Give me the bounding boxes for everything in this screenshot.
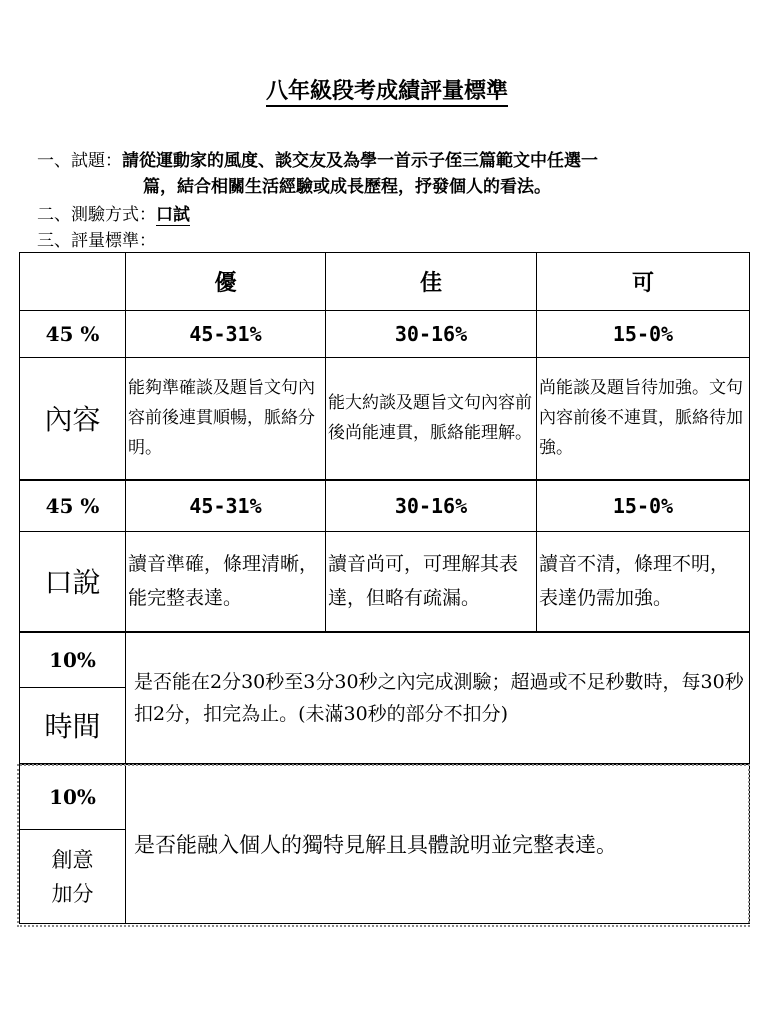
- section-1-text-line-2: 篇，結合相關生活經驗或成長歷程，抒發個人的看法。: [143, 177, 551, 197]
- header-row: [20, 253, 750, 311]
- content-range-good: 30-16%: [326, 311, 537, 358]
- speaking-percent: 45 %: [20, 480, 126, 532]
- time-percent: 10%: [20, 632, 126, 688]
- content-range-fair: 15-0%: [537, 311, 750, 358]
- speaking-range-fair: 15-0%: [537, 480, 750, 532]
- content-category: 內容: [20, 358, 126, 480]
- content-range-excellent: 45-31%: [126, 311, 326, 358]
- speaking-desc-good: 讀音尚可，可理解其表達，但略有疏漏。: [326, 532, 537, 632]
- content-desc-row: [20, 358, 750, 480]
- section-2-value: 口試: [156, 205, 190, 225]
- speaking-category: 口說: [20, 532, 126, 632]
- header-excellent: 優: [126, 253, 326, 311]
- creativity-percent: 10%: [20, 764, 126, 830]
- content-percent-row: [20, 311, 750, 358]
- section-1-line-1: [37, 146, 598, 171]
- time-percent-row: [20, 632, 750, 688]
- section-1-label: 一、試題：: [37, 151, 122, 171]
- content-desc-good: 能大約談及題旨文句內容前後尚能連貫，脈絡能理解。: [326, 358, 537, 480]
- speaking-desc-fair: 讀音不清，條理不明，表達仍需加強。: [537, 532, 750, 632]
- header-fair: 可: [537, 253, 750, 311]
- speaking-range-excellent: 45-31%: [126, 480, 326, 532]
- content-percent: 45 %: [20, 311, 126, 358]
- header-empty-cell: [20, 253, 126, 311]
- creativity-category-line-2: 加分: [51, 881, 94, 906]
- speaking-percent-row: [20, 480, 750, 532]
- creativity-percent-row: [20, 764, 750, 830]
- speaking-range-good: 30-16%: [326, 480, 537, 532]
- page-title-text: 八年級段考成績評量標準: [266, 78, 508, 107]
- creativity-desc: 是否能融入個人的獨特見解且具體說明並完整表達。: [126, 764, 750, 924]
- creativity-category: [20, 830, 126, 924]
- speaking-desc-row: [20, 532, 750, 632]
- creativity-category-line-1: 創意: [51, 847, 94, 872]
- section-2-line: [37, 200, 190, 225]
- content-desc-fair: 尚能談及題旨待加強。文句內容前後不連貫，脈絡待加強。: [537, 358, 750, 480]
- header-good: 佳: [326, 253, 537, 311]
- section-1-text-line-1: 請從運動家的風度、談交友及為學一首示子侄三篇範文中任選一: [122, 151, 598, 171]
- rubric-table: [19, 252, 750, 924]
- speaking-desc-excellent: 讀音準確，條理清晰，能完整表達。: [126, 532, 326, 632]
- time-category: 時間: [20, 688, 126, 764]
- section-3-label: 三、評量標準：: [37, 231, 156, 251]
- content-desc-excellent: 能夠準確談及題旨文句內容前後連貫順暢，脈絡分明。: [126, 358, 326, 480]
- section-2-label: 二、測驗方式：: [37, 205, 156, 225]
- page-title: [0, 74, 774, 105]
- time-desc: 是否能在2分30秒至3分30秒之內完成測驗；超過或不足秒數時，每30秒扣2分，扣完為止。(未滿30秒的部分不扣分): [126, 632, 750, 764]
